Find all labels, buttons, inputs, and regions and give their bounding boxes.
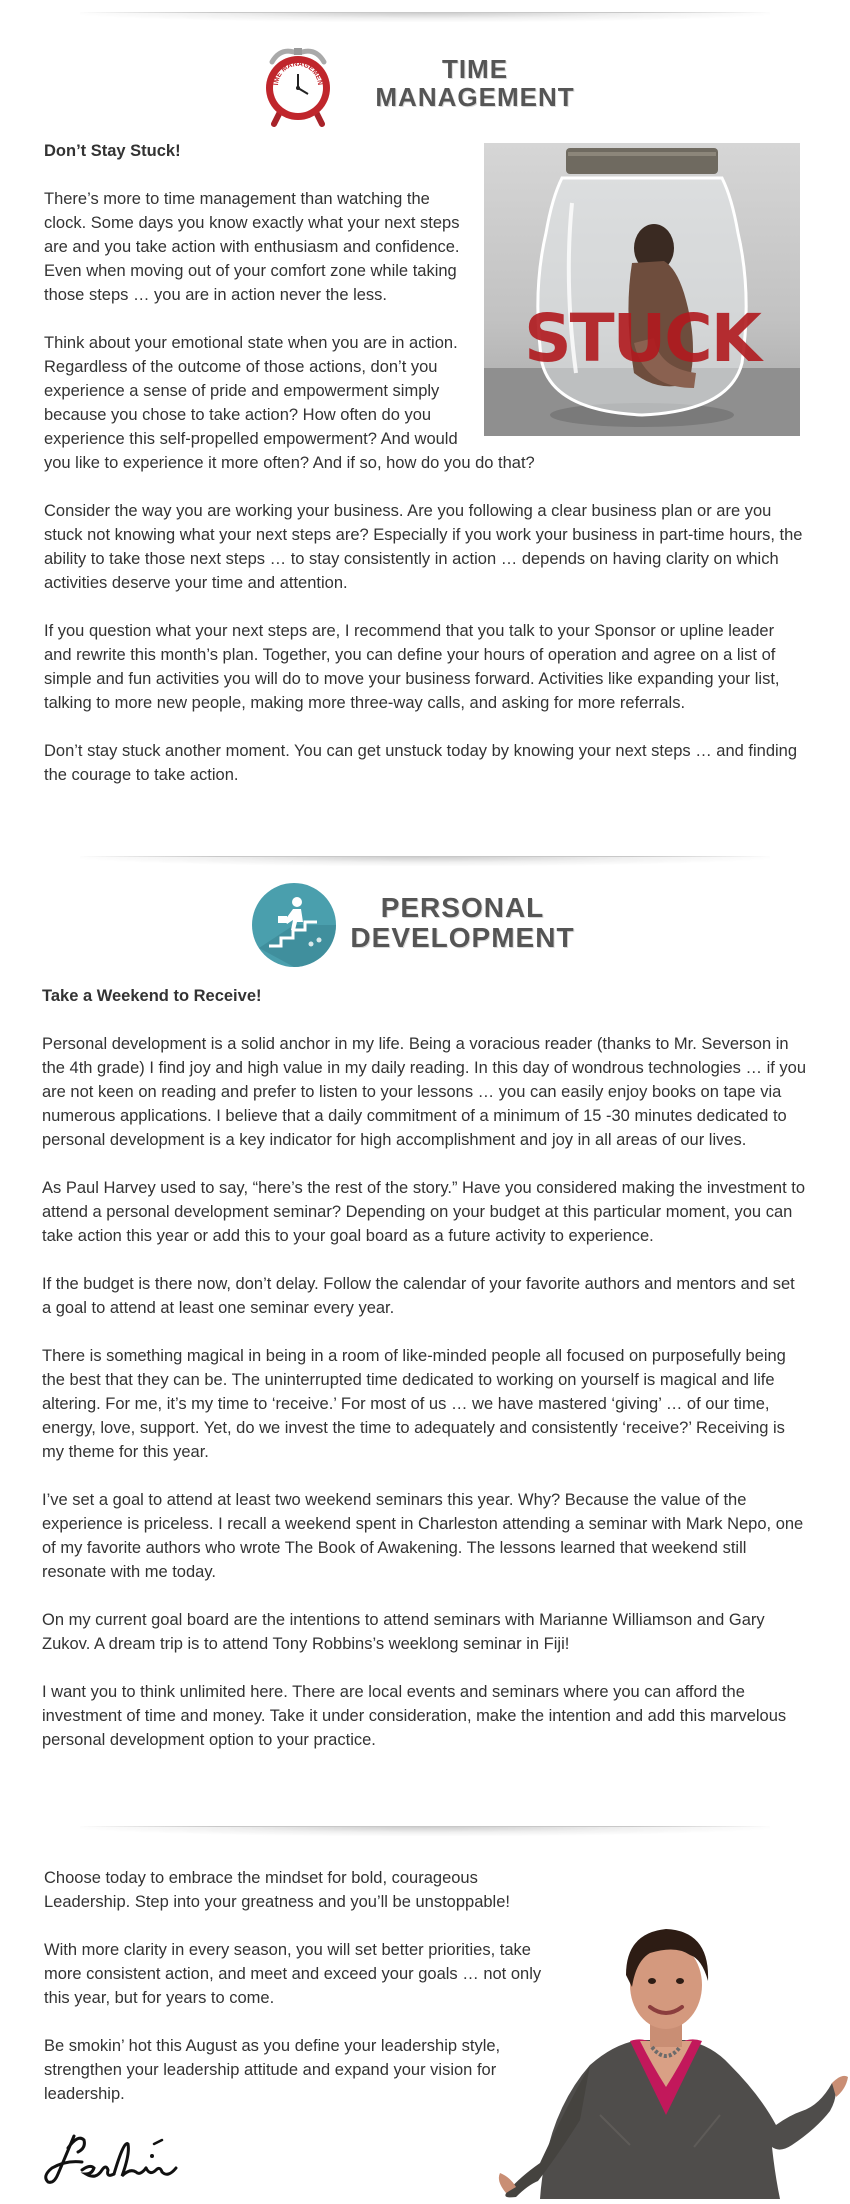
article-paragraph: There is something magical in being in a room of like-minded people all focused on purposefully being the best that they can be. The uninterrupted time dedicated to working on yourself is magical and life altering. For me, it’s my time to ‘receive.’ For most of us … we have mastered ‘giving’ … of our time, energy, love, support. Yet, do we invest the time to adequately and consistently ‘receive?’ Receiving is my theme for this year. [42,1347,786,1461]
clock-icon [262,42,334,128]
top-divider [80,12,770,22]
article-paragraph: I’ve set a goal to attend at least two weekend seminars this year. Why? Because the value of the experience is priceless. I recall a weekend spent in Charleston attending a seminar with Mark Nepo, one of my favorite authors who wrote The Book of Awakening. The lessons learned that weekend still resonate with me today. [42,1491,804,1581]
personal-development-article [42,984,808,1776]
section-title-time-management [350,56,600,110]
article-paragraph: On my current goal board are the intentions to attend seminars with Marianne Williamson and Gary Zukov. A dream trip is to attend Tony Robbins’s weeklong seminar in Fiji! [42,1611,765,1653]
image-float-space [474,139,804,444]
article-paragraph: Consider the way you are working your business. Are you following a clear business plan or are you stuck not knowing what your next steps are? Especially if you work your business in part-time hours, the ability to take those next steps … to stay consistently in action … depends on having clarity on which activities deserve your time and attention. [44,502,803,592]
stairs-climbing-icon [251,882,337,968]
time-management-article [44,139,804,811]
article-paragraph: There’s more to time management than watching the clock. Some days you know exactly what your next steps are and you take action with enthusiasm and confidence. Even when moving out of your comfort zone while taking those steps … you are in action never the less. [44,190,460,304]
article-paragraph: I want you to think unlimited here. There are local events and seminars where you can afford the investment of time and money. Take it under consideration, make the intention and add this marvelous personal development option to your practice. [42,1683,787,1749]
article-title: Take a Weekend to Receive! [42,987,262,1005]
leslie-portrait-photo [480,1915,850,2199]
article-paragraph: As Paul Harvey used to say, “here’s the rest of the story.” Have you considered making the investment to attend a personal development seminar? Depending on your budget at this particular moment, you can take action this year or add this to your goal board as a future activity to experience. [42,1179,806,1245]
clock-label: IME MANAGEMEN [272,60,324,86]
bottom-divider [80,1826,770,1836]
article-title: Don’t Stay Stuck! [44,142,181,160]
title-line-2: DEVELOPMENT [350,922,575,953]
title-line-1: TIME [441,54,509,84]
closing-paragraph: Be smokin’ hot this August as you define your leadership style, strengthen your leadership attitude and expand your vision for leadership. [44,2037,501,2103]
stuck-image-text: STUCK [524,300,760,377]
handwritten-signature [44,2130,184,2188]
closing-paragraph: Choose today to embrace the mindset for bold, courageous Leadership. Step into your greatness and you’ll be unstoppable! [44,1869,510,1911]
article-paragraph: If you question what your next steps are, I recommend that you talk to your Sponsor or upline leader and rewrite this month’s plan. Together, you can define your hours of operation and agree on a list of simple and fun activities you will do to move your business forward. Activities like expanding your list, talking to more new people, making more three-way calls, and asking for more referrals. [44,622,780,712]
article-paragraph: Think about your emotional state when you are in action. Regardless of the outcome of those actions, don’t you experience a sense of pride and empowerment simply because you chose to take action? How often do you experience this self-propelled empowerment? And would you like to experience it more often? And if so, how do you do that? [44,334,535,472]
title-line-2: MANAGEMENT [375,82,575,112]
article-paragraph: Don’t stay stuck another moment. You can get unstuck today by knowing your next steps … and finding the courage to take action. [44,742,798,784]
section-title-personal-development [340,894,585,952]
article-paragraph: Personal development is a solid anchor in my life. Being a voracious reader (thanks to Mr. Severson in the 4th grade) I find joy and high value in my daily reading. In this day of wondrous technologies … if you are not keen on reading and prefer to listen to your lessons … you can easily enjoy books on tape via numerous applications. I believe that a daily commitment of a minimum of 15 -30 minutes dedicated to personal development is a key indicator for high accomplishment and joy in all areas of our lives. [42,1035,807,1149]
middle-divider [80,856,770,866]
title-line-1: PERSONAL [380,892,545,923]
closing-paragraph: With more clarity in every season, you will set better priorities, take more consistent action, and meet and exceed your goals … not only this year, but for years to come. [44,1941,542,2007]
article-paragraph: If the budget is there now, don’t delay. Follow the calendar of your favorite authors and mentors and set a goal to attend at least one seminar every year. [42,1275,795,1317]
